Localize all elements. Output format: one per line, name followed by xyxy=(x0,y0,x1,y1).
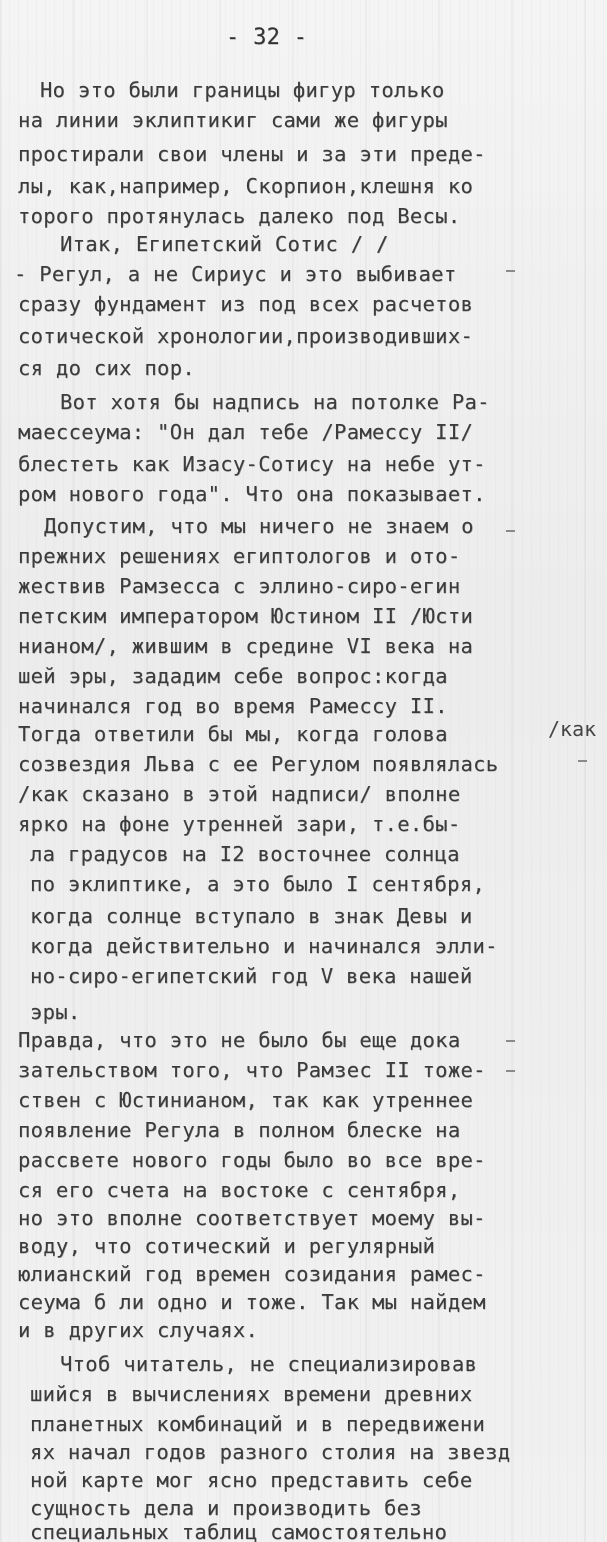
text-line: но-сиро-египетский год V века нашей xyxy=(30,964,473,988)
text-line: воду, что сотический и регулярный xyxy=(18,1234,436,1258)
margin-note: /как xyxy=(548,717,597,741)
text-line: ях начал годов разного столия на звезд xyxy=(30,1440,511,1464)
margin-mark xyxy=(506,270,515,272)
text-line: сущность дела и производить без xyxy=(30,1496,422,1520)
text-line: юлианский год времен созидания рамес- xyxy=(18,1262,486,1286)
page-number: - 32 - xyxy=(226,25,308,50)
text-line: прежних решениях египтологов и ото- xyxy=(18,544,461,568)
text-line: Правда, что это не было бы еще дока xyxy=(18,1028,461,1052)
text-line: нианом/, жившим в средине VI века на xyxy=(18,634,474,658)
text-line: планетных комбинаций и в передвижени xyxy=(30,1412,486,1436)
text-line: сотической хронологии,производивших- xyxy=(18,324,474,348)
text-line: но это вполне соответствует моему вы- xyxy=(18,1206,486,1230)
text-line: петским императором Юстином II /Юсти xyxy=(18,604,474,628)
text-line: ной карте мог ясно представить себе xyxy=(30,1468,473,1492)
margin-mark xyxy=(578,760,587,762)
text-line: ла градусов на I2 восточнее солнца xyxy=(30,842,460,866)
text-line: маессеума: "Он дал тебе /Рамессу II/ xyxy=(18,420,474,444)
text-line: торого протянулась далеко под Весы. xyxy=(18,204,461,228)
text-line: по эклиптике, а это было I сентября, xyxy=(30,872,486,896)
text-line: созвездия Льва с ее Регулом появлялась xyxy=(18,752,499,776)
margin-mark xyxy=(506,1040,515,1042)
text-line: на линии эклиптикиг сами же фигуры xyxy=(18,108,448,132)
margin-mark xyxy=(506,530,515,532)
text-line: Чтоб читатель, не специализировав xyxy=(60,1352,478,1376)
text-line: ся до сих пор. xyxy=(18,356,195,380)
text-line: Допустим, что мы ничего не знаем о xyxy=(44,514,474,538)
text-line: эры. xyxy=(30,1000,81,1024)
text-line: когда действительно и начинался элли- xyxy=(30,934,498,958)
text-line: Итак, Египетский Сотис / / xyxy=(60,232,389,256)
text-line: сеума б ли одно и тоже. Так мы найдем xyxy=(18,1290,486,1314)
text-line: шийся в вычислениях времени древних xyxy=(30,1382,473,1406)
text-line: когда солнце вступало в знак Девы и xyxy=(30,904,473,928)
text-line: жествив Рамзесса с эллино-сиро-егин xyxy=(18,574,461,598)
text-line: Вот хотя бы надпись на потолке Ра- xyxy=(60,390,490,414)
text-line: - Регул, а не Сириус и это выбивает xyxy=(14,262,457,286)
text-line: ствен с Юстинианом, так как утреннее xyxy=(18,1088,474,1112)
text-line: Тогда ответили бы мы, когда голова xyxy=(18,722,448,746)
text-line: сразу фундамент из под всех расчетов xyxy=(18,292,474,316)
text-line: шей эры, зададим себе вопрос:когда xyxy=(18,664,448,688)
text-line: ся его счета на востоке с сентября, xyxy=(18,1178,461,1202)
text-line: /как сказано в этой надписи/ вполне xyxy=(18,782,461,806)
text-line: рассвете нового годы было во все вре- xyxy=(18,1148,486,1172)
text-line: лы, как,например, Скорпион,клешня ко xyxy=(18,174,474,198)
text-line: ром нового года". Что она показывает. xyxy=(18,482,486,506)
text-line: блестеть как Изасу-Сотису на небе ут- xyxy=(18,452,486,476)
text-line: появление Регула в полном блеске на xyxy=(18,1118,461,1142)
text-line: ярко на фоне утренней зари, т.е.бы- xyxy=(18,812,461,836)
margin-mark xyxy=(506,1070,515,1072)
text-line: зательством того, что Рамзес II тоже- xyxy=(18,1058,486,1082)
text-line: начинался год во время Рамессу II. xyxy=(18,694,448,718)
text-line: простирали свои члены и за эти преде- xyxy=(18,142,486,166)
text-line: специальных таблиц самостоятельно xyxy=(30,1520,448,1542)
text-line: и в других случаях. xyxy=(18,1318,259,1342)
text-line: Но это были границы фигур только xyxy=(40,78,445,102)
